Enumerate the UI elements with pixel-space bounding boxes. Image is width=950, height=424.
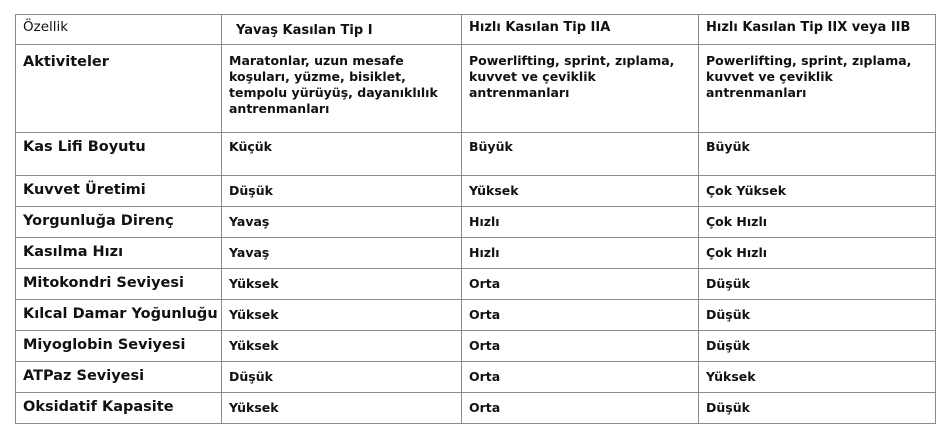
muscle-fiber-table-container — [15, 14, 936, 424]
cell-type-1: Yavaş — [222, 207, 462, 238]
table-row — [16, 331, 936, 362]
row-label: Kas Lifi Boyutu — [16, 133, 222, 176]
activities-type-2x: Powerlifting, sprint, zıplama, kuvvet ve çeviklik antrenmanları — [699, 45, 936, 133]
cell-type-2a: Orta — [462, 331, 699, 362]
cell-type-2x: Düşük — [699, 331, 936, 362]
header-feature: Özellik — [16, 15, 222, 45]
cell-type-2a: Hızlı — [462, 207, 699, 238]
table-row — [16, 393, 936, 424]
cell-type-1: Yüksek — [222, 269, 462, 300]
activities-type-1: Maratonlar, uzun mesafe koşuları, yüzme, bisiklet, tempolu yürüyüş, dayanıklılık antrenmanları — [222, 45, 462, 133]
table-row — [16, 362, 936, 393]
cell-type-2a: Büyük — [462, 133, 699, 176]
header-type-1: Yavaş Kasılan Tip I — [222, 15, 462, 45]
cell-type-2x: Düşük — [699, 269, 936, 300]
cell-type-2a: Yüksek — [462, 176, 699, 207]
cell-type-1: Düşük — [222, 362, 462, 393]
cell-type-2x: Düşük — [699, 393, 936, 424]
cell-type-1: Yavaş — [222, 238, 462, 269]
row-label: Yorgunluğa Direnç — [16, 207, 222, 238]
activities-type-2a: Powerlifting, sprint, zıplama, kuvvet ve çeviklik antrenmanları — [462, 45, 699, 133]
row-label: Miyoglobin Seviyesi — [16, 331, 222, 362]
activities-label: Aktiviteler — [16, 45, 222, 133]
cell-type-2x: Büyük — [699, 133, 936, 176]
muscle-fiber-comparison-table — [15, 14, 936, 424]
cell-type-1: Küçük — [222, 133, 462, 176]
cell-type-1: Yüksek — [222, 300, 462, 331]
table-row — [16, 176, 936, 207]
cell-type-2a: Orta — [462, 393, 699, 424]
cell-type-2x: Düşük — [699, 300, 936, 331]
cell-type-2x: Çok Yüksek — [699, 176, 936, 207]
row-label: ATPaz Seviyesi — [16, 362, 222, 393]
row-label: Mitokondri Seviyesi — [16, 269, 222, 300]
table-header-row — [16, 15, 936, 45]
table-row — [16, 133, 936, 176]
cell-type-1: Yüksek — [222, 393, 462, 424]
row-label: Kuvvet Üretimi — [16, 176, 222, 207]
cell-type-1: Yüksek — [222, 331, 462, 362]
cell-type-2x: Çok Hızlı — [699, 238, 936, 269]
row-label: Oksidatif Kapasite — [16, 393, 222, 424]
table-row — [16, 300, 936, 331]
table-row — [16, 238, 936, 269]
header-type-2a: Hızlı Kasılan Tip IIA — [462, 15, 699, 45]
cell-type-2a: Hızlı — [462, 238, 699, 269]
activities-row — [16, 45, 936, 133]
cell-type-2a: Orta — [462, 300, 699, 331]
row-label: Kasılma Hızı — [16, 238, 222, 269]
table-row — [16, 207, 936, 238]
cell-type-2x: Yüksek — [699, 362, 936, 393]
cell-type-2x: Çok Hızlı — [699, 207, 936, 238]
header-type-2x: Hızlı Kasılan Tip IIX veya IIB — [699, 15, 936, 45]
row-label: Kılcal Damar Yoğunluğu — [16, 300, 222, 331]
cell-type-1: Düşük — [222, 176, 462, 207]
cell-type-2a: Orta — [462, 269, 699, 300]
cell-type-2a: Orta — [462, 362, 699, 393]
table-row — [16, 269, 936, 300]
